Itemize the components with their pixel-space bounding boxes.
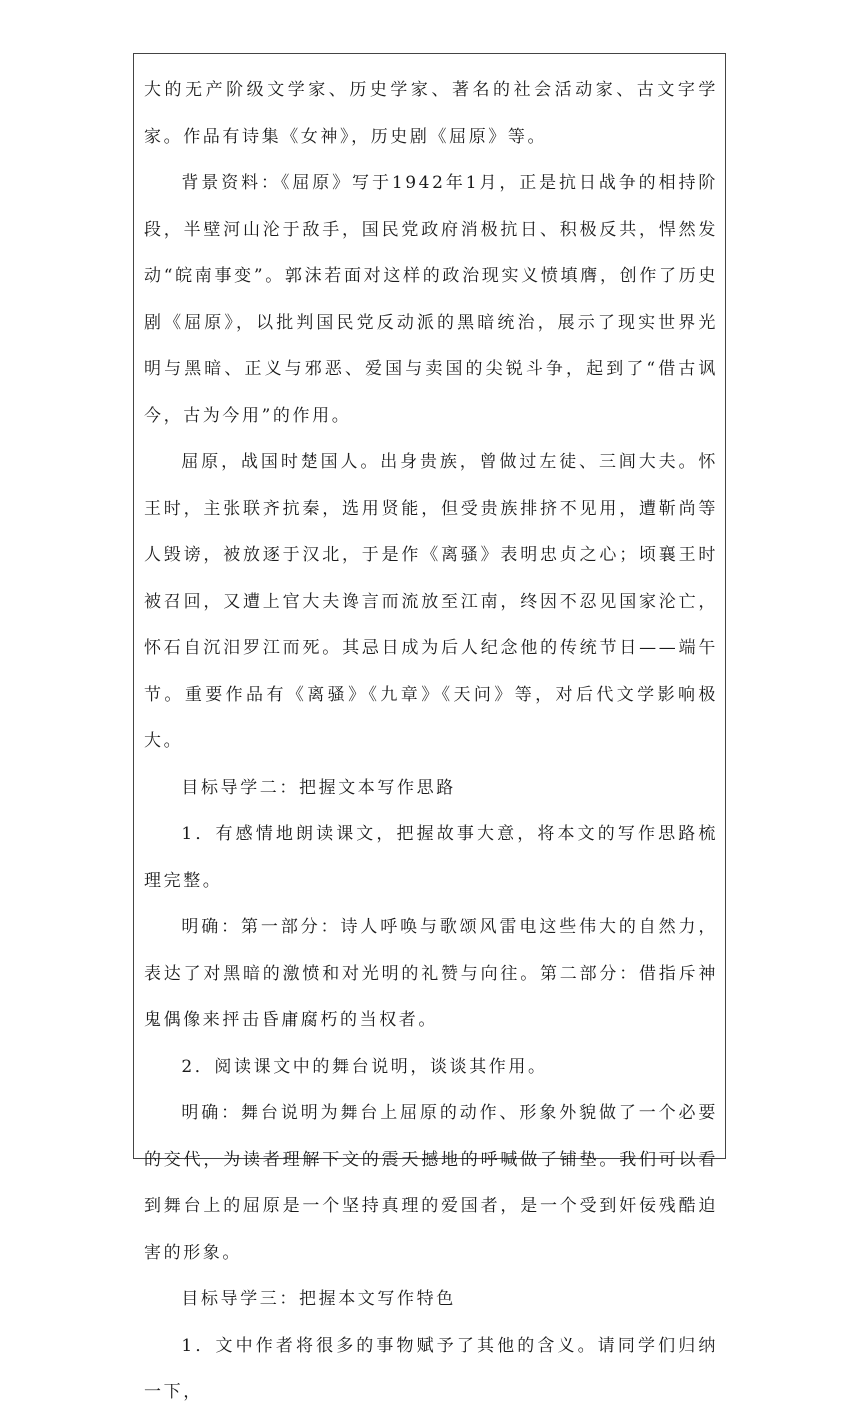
- document-frame: [133, 53, 726, 1402]
- question-1: 1．有感情地朗读课文，把握故事大意，将本文的写作思路梳理完整。: [144, 824, 718, 891]
- answer-2: 明确：舞台说明为舞台上屈原的动作、形象外貌做了一个必要的交代，为读者理解下文的震天撼地的呼喊做了铺垫。我们可以看到舞台上的屈原是一个坚持真理的爱国者，是一个受到奸佞残酷迫害的形象。: [144, 1103, 718, 1263]
- question-2: 2．阅读课文中的舞台说明，谈谈其作用。: [181, 1056, 548, 1077]
- document-body: [144, 67, 718, 1416]
- paragraph-background: 背景资料：《屈原》写于1942年1月，正是抗日战争的相持阶段，半壁河山沦于敌手，国民党政府消极抗日、积极反共，悍然发动“皖南事变”。郭沫若面对这样的政治现实义愤填膺，创作了历史剧《屈原》，以批判国民党反动派的黑暗统治，展示了现实世界光明与黑暗、正义与邪恶、爱国与卖国的尖锐斗争，起到了“借古讽今，古为今用”的作用。: [144, 173, 718, 426]
- answer-1: 明确：第一部分：诗人呼唤与歌颂风雷电这些伟大的自然力，表达了对黑暗的激愤和对光明的礼赞与向往。第二部分：借指斥神鬼偶像来抨击昏庸腐朽的当权者。: [144, 917, 718, 1030]
- question-3: 1．文中作者将很多的事物赋予了其他的含义。请同学们归纳一下，: [144, 1335, 718, 1402]
- section-heading-goal-3: 目标导学三：把握本文写作特色: [181, 1289, 456, 1309]
- paragraph-quyuan-bio: 屈原，战国时楚国人。出身贵族，曾做过左徒、三闾大夫。怀王时，主张联齐抗秦，选用贤能，但受贵族排挤不见用，遭靳尚等人毁谤，被放逐于汉北，于是作《离骚》表明忠贞之心；顷襄王时被召回，又遭上官大夫谗言而流放至江南，终因不忍见国家沦亡，怀石自沉汨罗江而死。其忌日成为后人纪念他的传统节日——端午节。重要作品有《离骚》《九章》《天问》等，对后代文学影响极大。: [144, 452, 718, 751]
- section-heading-goal-2: 目标导学二：把握文本写作思路: [181, 777, 456, 798]
- paragraph-author-intro: 大的无产阶级文学家、历史学家、著名的社会活动家、古文字学家。作品有诗集《女神》，历史剧《屈原》等。: [144, 80, 718, 147]
